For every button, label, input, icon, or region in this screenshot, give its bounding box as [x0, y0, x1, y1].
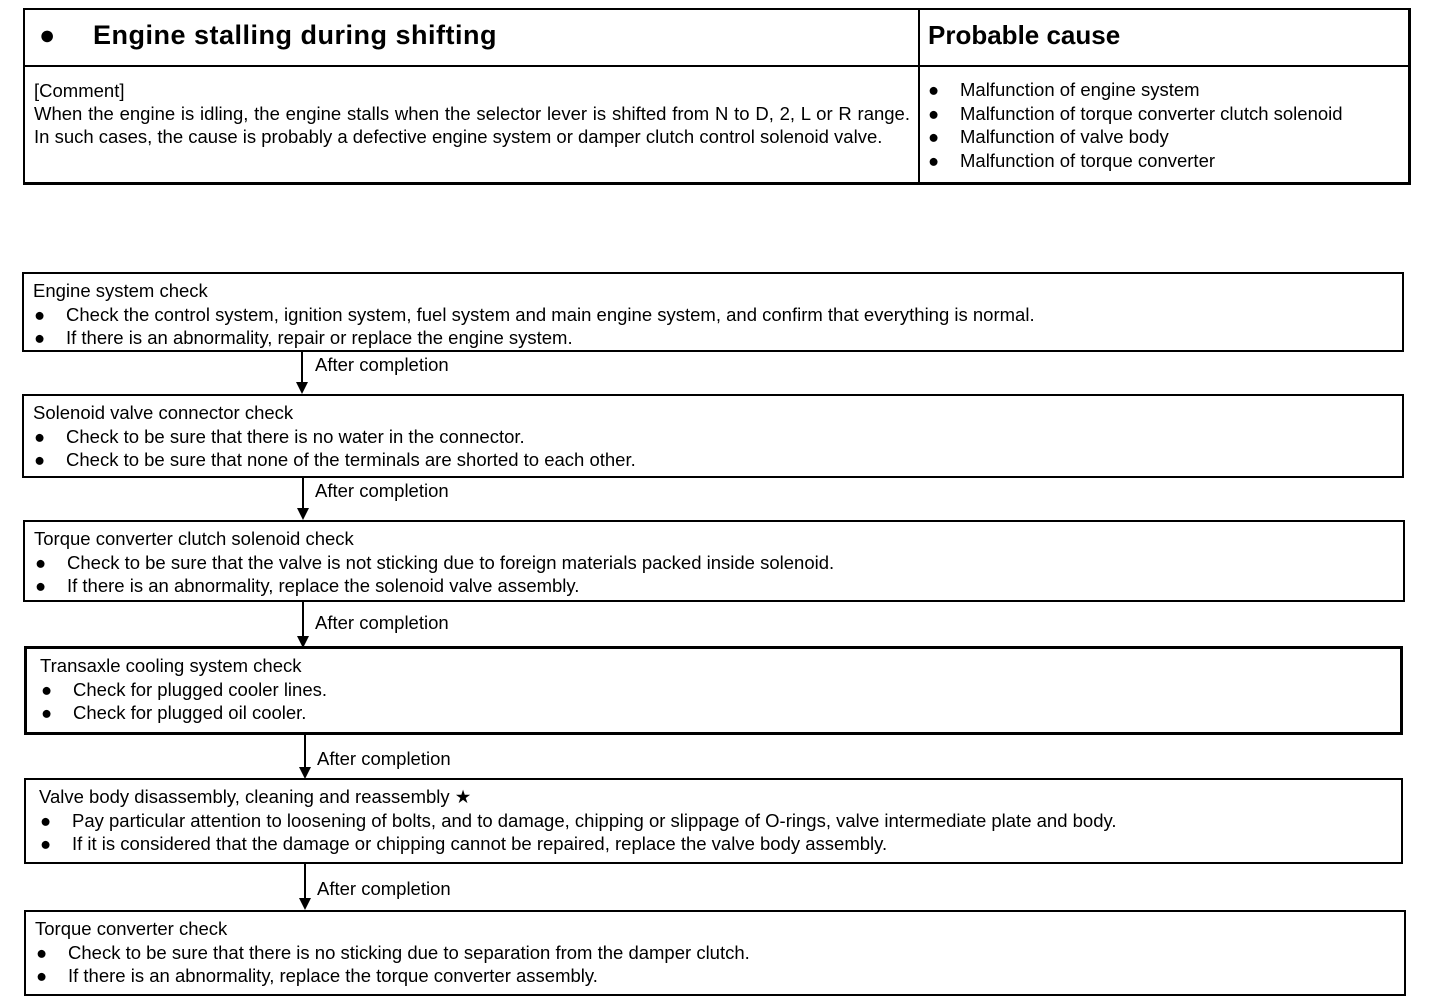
bullet-icon: ●: [40, 833, 52, 854]
bullet-icon: ●: [928, 102, 940, 124]
step-item: ● If there is an abnormality, repair or replace the engine system.: [34, 327, 573, 348]
bullet-icon: ●: [34, 303, 46, 325]
after-completion-label: After completion: [315, 354, 449, 375]
symptom-title-cell: [25, 10, 920, 67]
bullet-icon: ●: [928, 126, 940, 147]
cause-item: ● Malfunction of torque converter clutch solenoid: [928, 102, 1343, 124]
flow-arrow-down-icon: [297, 864, 313, 910]
bullet-icon: ●: [928, 79, 940, 100]
bullet-icon: ●: [36, 965, 48, 986]
step-title: Valve body disassembly, cleaning and reassembly ★: [39, 786, 472, 807]
step-engine-system-check: [22, 272, 1404, 352]
step-torque-converter-clutch-solenoid-check: [23, 520, 1405, 602]
bullet-icon: ●: [34, 327, 46, 348]
bullet-icon: ●: [35, 575, 47, 596]
flow-arrow-down-icon: [294, 352, 310, 394]
flow-arrow-down-icon: [297, 735, 313, 779]
step-title: Engine system check: [33, 280, 208, 301]
step-item: ● Check to be sure that there is no sticking due to separation from the damper clutch.: [36, 941, 750, 963]
bullet-icon: ●: [39, 20, 56, 50]
symptom-table: [23, 8, 1411, 185]
probable-cause-heading: Probable cause: [920, 10, 1408, 67]
step-torque-converter-check: [24, 910, 1406, 996]
bullet-icon: ●: [34, 425, 46, 447]
cause-item: ● Malfunction of valve body: [928, 126, 1169, 147]
cause-item: ● Malfunction of torque converter: [928, 149, 1216, 171]
bullet-icon: ●: [41, 678, 53, 700]
step-title: Solenoid valve connector check: [33, 402, 294, 423]
comment-text: When the engine is idling, the engine stalls when the selector lever is shifted from N to D, 2, L or R range. In such cases, the cause is probably a defective engine system or damper clutch control solenoid valve.: [34, 103, 910, 147]
step-item: ● Check the control system, ignition system, fuel system and main engine system, and confirm that everything is normal.: [34, 303, 1035, 325]
bullet-icon: ●: [928, 149, 940, 171]
after-completion-label: After completion: [317, 748, 451, 769]
probable-cause-list: [920, 67, 1408, 182]
after-completion-label: After completion: [317, 878, 451, 899]
after-completion-label: After completion: [315, 480, 449, 501]
step-item: ● If it is considered that the damage or chipping cannot be repaired, replace the valve body assembly.: [40, 833, 888, 854]
bullet-icon: ●: [36, 941, 48, 963]
bullet-icon: ●: [41, 702, 53, 723]
step-item: ● If there is an abnormality, replace the solenoid valve assembly.: [35, 575, 580, 596]
step-item: ● Check to be sure that there is no water in the connector.: [34, 425, 525, 447]
step-item: ● Check to be sure that the valve is not sticking due to foreign materials packed inside solenoid.: [35, 551, 835, 573]
step-transaxle-cooling-system-check: [24, 646, 1403, 735]
bullet-icon: ●: [40, 809, 52, 831]
step-item: ● Check to be sure that none of the terminals are shorted to each other.: [34, 449, 636, 470]
bullet-icon: ●: [34, 449, 46, 470]
cause-item: ● Malfunction of engine system: [928, 79, 1200, 100]
step-item: ● Check for plugged cooler lines.: [41, 678, 328, 700]
flow-arrow-down-icon: [295, 602, 311, 648]
flow-arrow-down-icon: [295, 478, 311, 520]
after-completion-label: After completion: [315, 612, 449, 633]
comment-cell: [25, 67, 920, 182]
step-item: ● Pay particular attention to loosening of bolts, and to damage, chipping or slippage of O-rings, valve intermediate plate and body.: [40, 809, 1117, 831]
step-title: Transaxle cooling system check: [40, 655, 302, 676]
symptom-title: Engine stalling during shifting: [93, 20, 497, 50]
step-valve-body-disassembly: [24, 778, 1403, 864]
comment-label: [Comment]: [34, 80, 125, 101]
step-title: Torque converter clutch solenoid check: [34, 528, 354, 549]
step-solenoid-valve-connector-check: [22, 394, 1404, 478]
bullet-icon: ●: [35, 551, 47, 573]
step-title: Torque converter check: [35, 918, 228, 939]
step-item: ● Check for plugged oil cooler.: [41, 702, 307, 723]
step-item: ● If there is an abnormality, replace the torque converter assembly.: [36, 965, 598, 986]
